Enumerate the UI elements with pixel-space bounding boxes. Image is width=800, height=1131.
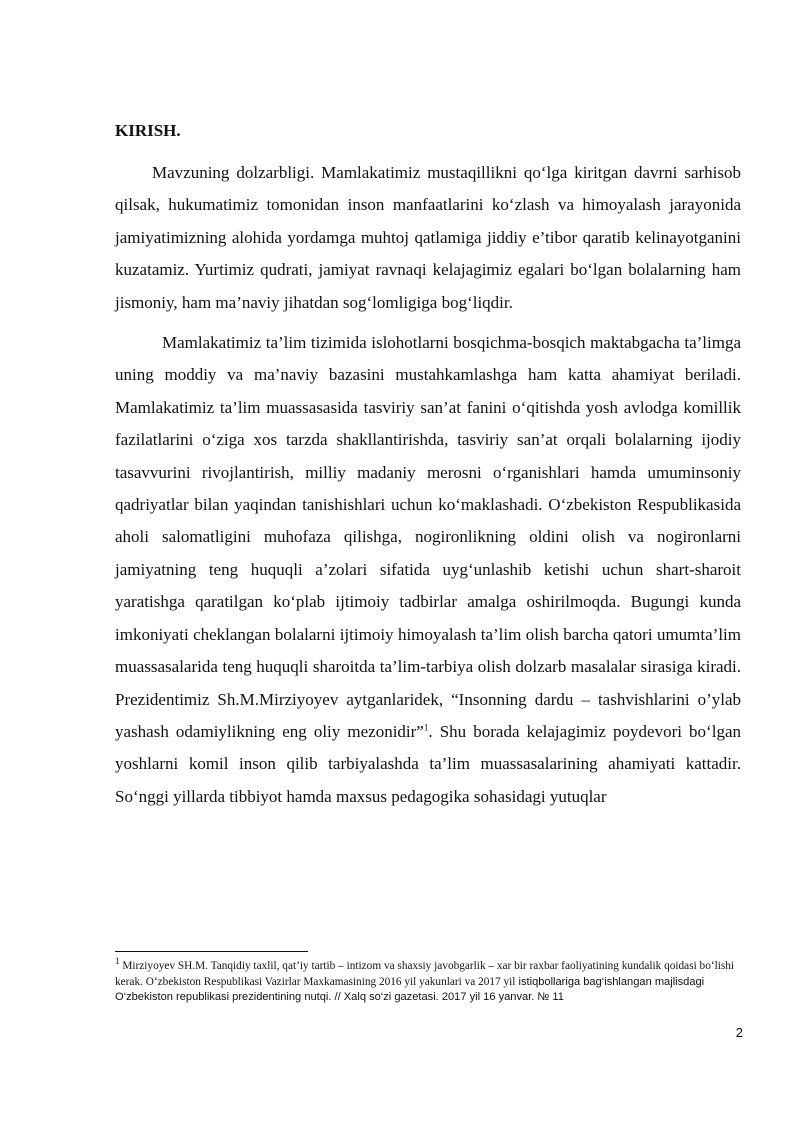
footnote-separator (115, 951, 308, 952)
section-heading: KIRISH. (115, 121, 181, 140)
paragraph-education-text-2: . Shu borada kelajagimiz poydevori bo‘lgan yoshlarni komil inson qilib tarbiyalashda ta’lim muassasalarining ahamiyati kattadir. So‘nggi yillarda tibbiyot hamda maxsus pedagogika sohasidagi yutuqlar (115, 721, 741, 806)
footnote-text-serif: Mirziyoyev SH.M. Tanqidiy taxlil, qat’iy tartib – intizom va shaxsiy javobgarlik – xar bir raxbar faoliyatining kundalik qoidasi bo‘lishi kerak. O‘zbekiston Respublikasi Vazirlar Maxkamasining 2016 yil yakunlari va 2017 yil (115, 960, 735, 988)
footnote-text-sans: istiqbollariga bag‘ishlangan majlisdagi O‘zbekiston republikasi prezidentining nutqi. // Xalq so‘zi gazetasi. 2017 yil 16 yanvar. № 11 (115, 975, 705, 1003)
footnote (115, 956, 741, 1006)
paragraph-relevance: Mavzuning dolzarbligi. Mamlakatimiz mustaqillikni qo‘lga kiritgan davrni sarhisob qilsak, hukumatimiz tomonidan inson manfaatlarini ko‘zlash va himoyalash jarayonida jamiyatimizning alohida yordamga muhtoj qatlamiga jiddiy e’tibor qaratib kelinayotganini kuzatamiz. Yurtimiz qudrati, jamiyat ravnaqi kelajagimiz egalari bo‘lgan bolalarning ham jismoniy, ham ma’naviy jihatdan sog‘lomligiga bog‘liqdir. (115, 163, 741, 312)
page-number: 2 (735, 1025, 743, 1040)
paragraph-education-text-1: Mamlakatimiz ta’lim tizimida islohotlarni bosqichma-bosqich maktabgacha ta’limga uning moddiy va ma’naviy bazasini mustahkamlashga ham katta ahamiyat beriladi. Mamlakatimiz ta’lim muassasasida tasviriy san’at fanini o‘qitishda yosh avlodga komillik fazilatlarini o‘ziga xos tarzda shakllantirishda, tasviriy san’at orqali bolalarning ijodiy tasavvurini rivojlantirish, milliy madaniy merosni o‘rganishlari hamda umuminsoniy qadriyatlar bilan yaqindan tanishishlari uchun ko‘maklashadi. O‘zbekiston Respublikasida aholi salomatligini muhofaza qilishga, nogironlikning oldini olish va nogironlarni jamiyatning teng huquqli a’zolari sifatida uyg‘unlashib ketishi uchun shart-sharoit yaratishga qaratilgan ko‘plab ijtimoiy tadbirlar amalga oshirilmoqda. Bugungi kunda imkoniyati cheklangan bolalarni ijtimoiy himoyalash ta’lim olish barcha qatori umumta’lim muassasalarida teng huquqli sharoitda ta’lim-tarbiya olish dolzarb masalalar sirasiga kiradi. Prezidentimiz Sh.M.Mirziyoyev aytganlaridek, “Insonning dardu – tashvishlarini o’ylab yashash odamiylikning eng oliy mezonidir” (115, 333, 741, 741)
body-text (115, 157, 741, 813)
footnote-reference[interactable]: 1 (423, 722, 429, 733)
paragraph-education (115, 327, 741, 813)
footnote-marker: 1 (115, 956, 120, 967)
